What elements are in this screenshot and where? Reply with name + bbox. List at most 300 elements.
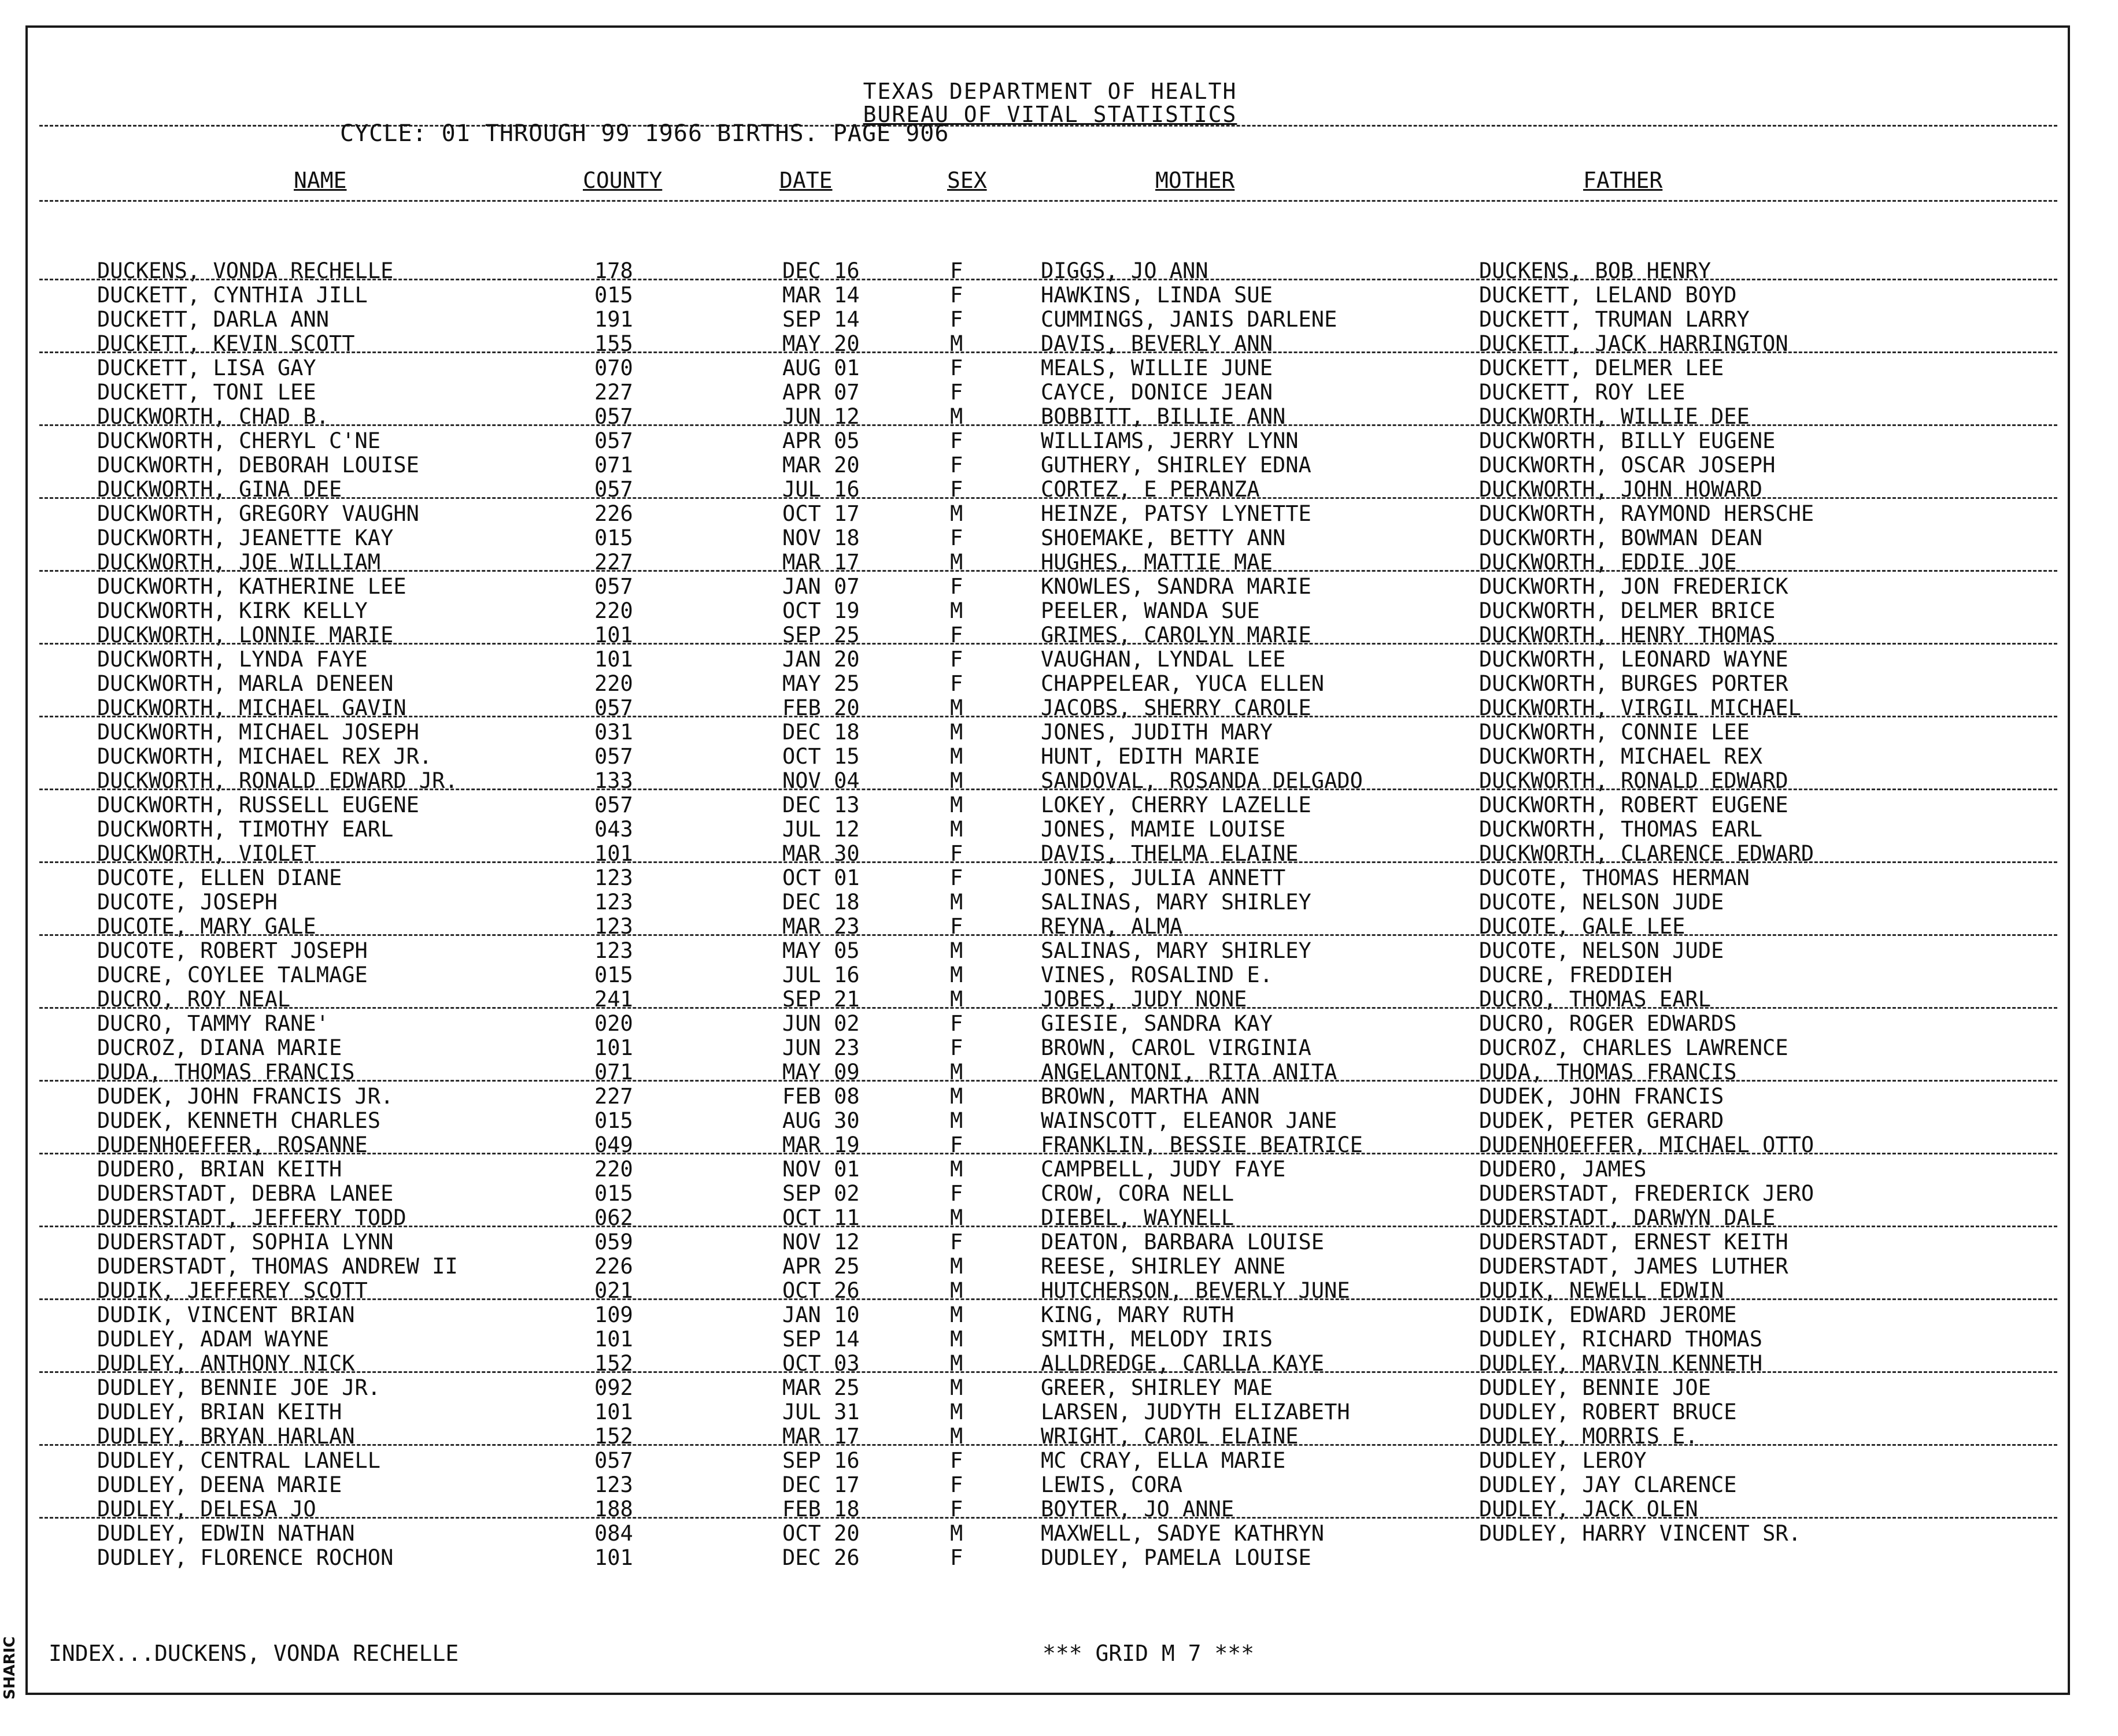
cell-father: DUCKWORTH, WILLIE DEE bbox=[1479, 404, 1750, 429]
cell-mother: GREER, SHIRLEY MAE bbox=[1041, 1375, 1273, 1400]
cell-mother: DEATON, BARBARA LOUISE bbox=[1041, 1230, 1325, 1254]
cell-date: DEC 26 bbox=[782, 1545, 860, 1570]
cell-mother: SHOEMAKE, BETTY ANN bbox=[1041, 525, 1286, 550]
cell-sex: M bbox=[950, 817, 963, 842]
cell-name: DUDLEY, DEENA MARIE bbox=[97, 1472, 342, 1497]
cell-county: 220 bbox=[594, 671, 633, 696]
cell-name: DUCKWORTH, KATHERINE LEE bbox=[97, 574, 406, 599]
cell-father: DUCKWORTH, JON FREDERICK bbox=[1479, 574, 1788, 599]
cell-sex: F bbox=[950, 307, 963, 332]
cell-name: DUDERSTADT, SOPHIA LYNN bbox=[97, 1230, 394, 1254]
row-separator bbox=[39, 789, 2057, 790]
cell-mother: WILLIAMS, JERRY LYNN bbox=[1041, 428, 1299, 453]
cell-name: DUCOTE, ELLEN DIANE bbox=[97, 865, 342, 890]
cell-county: 123 bbox=[594, 865, 633, 890]
cell-county: 220 bbox=[594, 1157, 633, 1182]
cell-father: DUCKWORTH, ROBERT EUGENE bbox=[1479, 793, 1788, 817]
cell-date: FEB 08 bbox=[782, 1084, 860, 1109]
cell-county: 057 bbox=[594, 477, 633, 502]
cell-name: DUDLEY, EDWIN NATHAN bbox=[97, 1521, 355, 1546]
cell-father: DUDERSTADT, JAMES LUTHER bbox=[1479, 1254, 1788, 1279]
table-row bbox=[28, 356, 2072, 380]
cell-county: 227 bbox=[594, 1084, 633, 1109]
cell-date: OCT 03 bbox=[782, 1351, 860, 1376]
row-separator bbox=[39, 1298, 2057, 1300]
cell-sex: F bbox=[950, 477, 963, 502]
cell-sex: M bbox=[950, 404, 963, 429]
cell-mother: CAYCE, DONICE JEAN bbox=[1041, 380, 1273, 405]
table-row bbox=[28, 1303, 2072, 1327]
cell-name: DUDERO, BRIAN KEITH bbox=[97, 1157, 342, 1182]
cell-date: FEB 20 bbox=[782, 695, 860, 720]
cell-date: APR 07 bbox=[782, 380, 860, 405]
cell-date: OCT 01 bbox=[782, 865, 860, 890]
cell-mother: ALLDREDGE, CARLLA KAYE bbox=[1041, 1351, 1325, 1376]
cell-date: MAR 17 bbox=[782, 550, 860, 575]
cell-county: 071 bbox=[594, 453, 633, 478]
table-row bbox=[28, 720, 2072, 745]
cell-mother: HUGHES, MATTIE MAE bbox=[1041, 550, 1273, 575]
cell-sex: M bbox=[950, 1060, 963, 1084]
cell-name: DUCRE, COYLEE TALMAGE bbox=[97, 963, 368, 987]
cell-name: DUCKWORTH, RUSSELL EUGENE bbox=[97, 793, 419, 817]
cell-father: DUCOTE, THOMAS HERMAN bbox=[1479, 865, 1750, 890]
table-row bbox=[28, 1376, 2072, 1400]
cell-date: SEP 02 bbox=[782, 1181, 860, 1206]
cell-father: DUDERSTADT, DARWYN DALE bbox=[1479, 1205, 1776, 1230]
cell-sex: M bbox=[950, 938, 963, 963]
cell-county: 015 bbox=[594, 525, 633, 550]
cell-name: DUDLEY, BRYAN HARLAN bbox=[97, 1424, 355, 1449]
cell-mother: REESE, SHIRLEY ANNE bbox=[1041, 1254, 1286, 1279]
cell-mother: VINES, ROSALIND E. bbox=[1041, 963, 1273, 987]
cell-date: NOV 18 bbox=[782, 525, 860, 550]
cell-county: 101 bbox=[594, 623, 633, 647]
cell-county: 123 bbox=[594, 1472, 633, 1497]
cell-sex: M bbox=[950, 1327, 963, 1352]
cell-county: 227 bbox=[594, 380, 633, 405]
cell-sex: F bbox=[950, 623, 963, 647]
cell-date: SEP 25 bbox=[782, 623, 860, 647]
cell-county: 155 bbox=[594, 331, 633, 356]
cell-father: DUDA, THOMAS FRANCIS bbox=[1479, 1060, 1737, 1084]
cell-sex: F bbox=[950, 671, 963, 696]
cell-county: 123 bbox=[594, 938, 633, 963]
cell-sex: F bbox=[950, 1011, 963, 1036]
cell-name: DUCKWORTH, LYNDA FAYE bbox=[97, 647, 368, 672]
cell-sex: F bbox=[950, 525, 963, 550]
cell-sex: M bbox=[950, 331, 963, 356]
cell-sex: M bbox=[950, 793, 963, 817]
column-rule bbox=[39, 200, 2057, 202]
cell-name: DUDIK, VINCENT BRIAN bbox=[97, 1302, 355, 1327]
row-separator bbox=[39, 497, 2057, 499]
cell-county: 057 bbox=[594, 1448, 633, 1473]
cell-county: 015 bbox=[594, 283, 633, 308]
col-header-county: COUNTY bbox=[583, 168, 663, 193]
cell-name: DUCKWORTH, MICHAEL REX JR. bbox=[97, 744, 433, 769]
table-row bbox=[28, 939, 2072, 963]
cell-father: DUDLEY, LEROY bbox=[1479, 1448, 1647, 1473]
cell-county: 062 bbox=[594, 1205, 633, 1230]
cell-county: 226 bbox=[594, 1254, 633, 1279]
cell-county: 015 bbox=[594, 1181, 633, 1206]
cell-county: 071 bbox=[594, 1060, 633, 1084]
table-row bbox=[28, 1254, 2072, 1279]
cell-father: DUDEK, JOHN FRANCIS bbox=[1479, 1084, 1724, 1109]
cell-father: DUDLEY, JACK OLEN bbox=[1479, 1497, 1698, 1522]
cell-father: DUCKETT, LELAND BOYD bbox=[1479, 283, 1737, 308]
cell-date: OCT 26 bbox=[782, 1278, 860, 1303]
cell-county: 101 bbox=[594, 647, 633, 672]
cell-name: DUDEK, KENNETH CHARLES bbox=[97, 1108, 381, 1133]
cell-name: DUDERSTADT, JEFFERY TODD bbox=[97, 1205, 406, 1230]
cell-county: 092 bbox=[594, 1375, 633, 1400]
cell-father: DUCRE, FREDDIEH bbox=[1479, 963, 1673, 987]
cell-father: DUCKWORTH, BURGES PORTER bbox=[1479, 671, 1788, 696]
cell-date: DEC 18 bbox=[782, 890, 860, 915]
table-row bbox=[28, 1182, 2072, 1206]
table-row bbox=[28, 745, 2072, 769]
cell-father: DUCKETT, TRUMAN LARRY bbox=[1479, 307, 1750, 332]
cell-county: 101 bbox=[594, 1400, 633, 1424]
cell-name: DUDLEY, BENNIE JOE JR. bbox=[97, 1375, 381, 1400]
cell-mother: JOBES, JUDY NONE bbox=[1041, 987, 1247, 1012]
row-separator bbox=[39, 1371, 2057, 1373]
cell-name: DUCKETT, CYNTHIA JILL bbox=[97, 283, 368, 308]
row-separator bbox=[39, 1080, 2057, 1082]
cell-date: JAN 10 bbox=[782, 1302, 860, 1327]
col-header-name: NAME bbox=[294, 168, 347, 193]
cell-date: MAY 09 bbox=[782, 1060, 860, 1084]
cell-sex: F bbox=[950, 1448, 963, 1473]
cell-name: DUCKWORTH, JEANETTE KAY bbox=[97, 525, 394, 550]
cell-date: NOV 01 bbox=[782, 1157, 860, 1182]
cell-date: SEP 21 bbox=[782, 987, 860, 1012]
cell-mother: CAMPBELL, JUDY FAYE bbox=[1041, 1157, 1286, 1182]
cell-county: 049 bbox=[594, 1132, 633, 1157]
cell-date: MAY 20 bbox=[782, 331, 860, 356]
cell-sex: F bbox=[950, 647, 963, 672]
table-row bbox=[28, 672, 2072, 696]
cell-date: MAR 23 bbox=[782, 914, 860, 939]
cell-father: DUDLEY, RICHARD THOMAS bbox=[1479, 1327, 1763, 1352]
col-header-mother: MOTHER bbox=[1155, 168, 1235, 193]
cell-name: DUCKWORTH, TIMOTHY EARL bbox=[97, 817, 394, 842]
cell-sex: F bbox=[950, 1132, 963, 1157]
cell-mother: SALINAS, MARY SHIRLEY bbox=[1041, 890, 1311, 915]
table-row bbox=[28, 308, 2072, 332]
cell-father: DUCKWORTH, CONNIE LEE bbox=[1479, 720, 1750, 745]
table-row bbox=[28, 1327, 2072, 1352]
row-separator bbox=[39, 1153, 2057, 1154]
cell-date: JUN 12 bbox=[782, 404, 860, 429]
cell-sex: M bbox=[950, 1205, 963, 1230]
table-row bbox=[28, 1400, 2072, 1424]
report-subtitle: BUREAU OF VITAL STATISTICS bbox=[863, 102, 1237, 127]
row-separator bbox=[39, 934, 2057, 936]
table-row bbox=[28, 1230, 2072, 1254]
cell-mother: GUTHERY, SHIRLEY EDNA bbox=[1041, 453, 1311, 478]
cell-sex: M bbox=[950, 598, 963, 623]
cell-mother: BOBBITT, BILLIE ANN bbox=[1041, 404, 1286, 429]
cell-father: DUDLEY, JAY CLARENCE bbox=[1479, 1472, 1737, 1497]
cell-county: 109 bbox=[594, 1302, 633, 1327]
cell-sex: M bbox=[950, 768, 963, 793]
cell-county: 220 bbox=[594, 598, 633, 623]
cell-mother: REYNA, ALMA bbox=[1041, 914, 1183, 939]
row-separator bbox=[39, 1226, 2057, 1227]
cell-mother: KNOWLES, SANDRA MARIE bbox=[1041, 574, 1311, 599]
cell-sex: M bbox=[950, 744, 963, 769]
row-separator bbox=[39, 424, 2057, 426]
cell-date: JAN 07 bbox=[782, 574, 860, 599]
cell-sex: F bbox=[950, 574, 963, 599]
cell-date: OCT 11 bbox=[782, 1205, 860, 1230]
cell-name: DUCRO, TAMMY RANE' bbox=[97, 1011, 329, 1036]
cell-sex: M bbox=[950, 963, 963, 987]
cell-name: DUCKWORTH, DEBORAH LOUISE bbox=[97, 453, 419, 478]
table-row bbox=[28, 526, 2072, 550]
cell-date: MAR 17 bbox=[782, 1424, 860, 1449]
cell-mother: GIESIE, SANDRA KAY bbox=[1041, 1011, 1273, 1036]
cell-county: 015 bbox=[594, 1108, 633, 1133]
cell-name: DUDERSTADT, DEBRA LANEE bbox=[97, 1181, 394, 1206]
cell-mother: FRANKLIN, BESSIE BEATRICE bbox=[1041, 1132, 1363, 1157]
cell-county: 101 bbox=[594, 1327, 633, 1352]
cell-sex: F bbox=[950, 1035, 963, 1060]
cell-father: DUCOTE, GALE LEE bbox=[1479, 914, 1685, 939]
cell-father: DUCKETT, ROY LEE bbox=[1479, 380, 1685, 405]
cell-mother: ANGELANTONI, RITA ANITA bbox=[1041, 1060, 1337, 1084]
cell-county: 178 bbox=[594, 258, 633, 283]
row-separator bbox=[39, 716, 2057, 717]
cell-name: DUDENHOEFFER, ROSANNE bbox=[97, 1132, 368, 1157]
cell-sex: M bbox=[950, 1351, 963, 1376]
cell-father: DUCKWORTH, BOWMAN DEAN bbox=[1479, 525, 1763, 550]
cell-name: DUCKWORTH, LONNIE MARIE bbox=[97, 623, 394, 647]
cell-name: DUDLEY, FLORENCE ROCHON bbox=[97, 1545, 394, 1570]
row-separator bbox=[39, 279, 2057, 280]
table-row bbox=[28, 817, 2072, 842]
cell-sex: M bbox=[950, 1084, 963, 1109]
row-separator bbox=[39, 351, 2057, 353]
table-row bbox=[28, 890, 2072, 915]
cell-name: DUCOTE, ROBERT JOSEPH bbox=[97, 938, 368, 963]
cell-date: MAR 30 bbox=[782, 841, 860, 866]
cell-county: 070 bbox=[594, 356, 633, 380]
cell-sex: M bbox=[950, 720, 963, 745]
cell-father: DUCKWORTH, BILLY EUGENE bbox=[1479, 428, 1776, 453]
table-row bbox=[28, 429, 2072, 453]
cell-name: DUCRO, ROY NEAL bbox=[97, 987, 291, 1012]
col-header-date: DATE bbox=[779, 168, 833, 193]
cell-date: APR 25 bbox=[782, 1254, 860, 1279]
cell-mother: JONES, MAMIE LOUISE bbox=[1041, 817, 1286, 842]
cell-county: 057 bbox=[594, 428, 633, 453]
cell-date: SEP 14 bbox=[782, 1327, 860, 1352]
cell-father: DUDLEY, HARRY VINCENT SR. bbox=[1479, 1521, 1801, 1546]
cell-mother: JONES, JULIA ANNETT bbox=[1041, 865, 1286, 890]
cell-father: DUCOTE, NELSON JUDE bbox=[1479, 890, 1724, 915]
cell-father: DUCKWORTH, JOHN HOWARD bbox=[1479, 477, 1763, 502]
cell-father: DUDIK, EDWARD JEROME bbox=[1479, 1302, 1737, 1327]
cell-date: OCT 19 bbox=[782, 598, 860, 623]
cell-date: MAR 20 bbox=[782, 453, 860, 478]
cell-father: DUCKWORTH, RAYMOND HERSCHE bbox=[1479, 501, 1814, 526]
cell-father: DUDIK, NEWELL EDWIN bbox=[1479, 1278, 1724, 1303]
cell-mother: BOYTER, JO ANNE bbox=[1041, 1497, 1234, 1522]
cell-name: DUCKETT, KEVIN SCOTT bbox=[97, 331, 355, 356]
cell-date: MAY 05 bbox=[782, 938, 860, 963]
cell-sex: M bbox=[950, 550, 963, 575]
cell-father: DUCKWORTH, HENRY THOMAS bbox=[1479, 623, 1776, 647]
cell-date: MAR 14 bbox=[782, 283, 860, 308]
cell-date: OCT 17 bbox=[782, 501, 860, 526]
cell-mother: JACOBS, SHERRY CAROLE bbox=[1041, 695, 1311, 720]
cell-sex: F bbox=[950, 1181, 963, 1206]
report-title: TEXAS DEPARTMENT OF HEALTH bbox=[863, 79, 1237, 104]
cell-sex: F bbox=[950, 283, 963, 308]
cell-mother: BROWN, CAROL VIRGINIA bbox=[1041, 1035, 1311, 1060]
cell-sex: F bbox=[950, 428, 963, 453]
cell-date: SEP 16 bbox=[782, 1448, 860, 1473]
cell-date: AUG 01 bbox=[782, 356, 860, 380]
cell-county: 241 bbox=[594, 987, 633, 1012]
cell-father: DUCKWORTH, DELMER BRICE bbox=[1479, 598, 1776, 623]
cell-date: JUL 12 bbox=[782, 817, 860, 842]
cell-name: DUDERSTADT, THOMAS ANDREW II bbox=[97, 1254, 458, 1279]
cell-county: 188 bbox=[594, 1497, 633, 1522]
cell-name: DUCOTE, JOSEPH bbox=[97, 890, 278, 915]
col-header-sex: SEX bbox=[947, 168, 987, 193]
cell-mother: HUNT, EDITH MARIE bbox=[1041, 744, 1260, 769]
cell-father: DUCKWORTH, LEONARD WAYNE bbox=[1479, 647, 1788, 672]
table-row bbox=[28, 283, 2072, 308]
cell-date: JUL 16 bbox=[782, 477, 860, 502]
cell-father: DUCRO, ROGER EDWARDS bbox=[1479, 1011, 1737, 1036]
grid-footer: *** GRID M 7 *** bbox=[1043, 1641, 1255, 1666]
cell-county: 057 bbox=[594, 695, 633, 720]
cell-county: 191 bbox=[594, 307, 633, 332]
cell-sex: M bbox=[950, 890, 963, 915]
cell-name: DUCKWORTH, GREGORY VAUGHN bbox=[97, 501, 419, 526]
cell-mother: HEINZE, PATSY LYNETTE bbox=[1041, 501, 1311, 526]
row-separator bbox=[39, 570, 2057, 572]
cell-sex: F bbox=[950, 380, 963, 405]
cell-mother: DUDLEY, PAMELA LOUISE bbox=[1041, 1545, 1311, 1570]
cell-county: 152 bbox=[594, 1351, 633, 1376]
table-row bbox=[28, 502, 2072, 526]
cell-county: 152 bbox=[594, 1424, 633, 1449]
cell-name: DUCKETT, TONI LEE bbox=[97, 380, 316, 405]
cell-father: DUCKETT, JACK HARRINGTON bbox=[1479, 331, 1788, 356]
cell-name: DUCKWORTH, RONALD EDWARD JR. bbox=[97, 768, 458, 793]
cell-date: APR 05 bbox=[782, 428, 860, 453]
cell-date: OCT 15 bbox=[782, 744, 860, 769]
cell-father: DUCKWORTH, RONALD EDWARD bbox=[1479, 768, 1788, 793]
cell-county: 021 bbox=[594, 1278, 633, 1303]
table-row bbox=[28, 575, 2072, 599]
cell-county: 020 bbox=[594, 1011, 633, 1036]
cell-date: NOV 04 bbox=[782, 768, 860, 793]
cell-county: 031 bbox=[594, 720, 633, 745]
cell-name: DUDA, THOMAS FRANCIS bbox=[97, 1060, 355, 1084]
cell-date: DEC 17 bbox=[782, 1472, 860, 1497]
cell-name: DUDLEY, BRIAN KEITH bbox=[97, 1400, 342, 1424]
cell-sex: M bbox=[950, 1424, 963, 1449]
cell-father: DUCKWORTH, OSCAR JOSEPH bbox=[1479, 453, 1776, 478]
cell-mother: VAUGHAN, LYNDAL LEE bbox=[1041, 647, 1286, 672]
cell-name: DUCKWORTH, MARLA DENEEN bbox=[97, 671, 394, 696]
table-row bbox=[28, 963, 2072, 987]
cell-county: 084 bbox=[594, 1521, 633, 1546]
cell-county: 123 bbox=[594, 914, 633, 939]
table-row bbox=[28, 453, 2072, 478]
cell-sex: M bbox=[950, 1254, 963, 1279]
cell-name: DUCKWORTH, CHAD B. bbox=[97, 404, 329, 429]
cell-mother: LEWIS, CORA bbox=[1041, 1472, 1183, 1497]
cell-father: DUDENHOEFFER, MICHAEL OTTO bbox=[1479, 1132, 1814, 1157]
table-row bbox=[28, 1473, 2072, 1497]
cell-sex: F bbox=[950, 453, 963, 478]
table-row bbox=[28, 1012, 2072, 1036]
cell-name: DUCROZ, DIANA MARIE bbox=[97, 1035, 342, 1060]
cell-date: NOV 12 bbox=[782, 1230, 860, 1254]
cell-date: JAN 20 bbox=[782, 647, 860, 672]
cell-county: 226 bbox=[594, 501, 633, 526]
cell-name: DUDLEY, DELESA JO bbox=[97, 1497, 316, 1522]
cell-mother: BROWN, MARTHA ANN bbox=[1041, 1084, 1260, 1109]
table-row bbox=[28, 793, 2072, 817]
cell-mother: KING, MARY RUTH bbox=[1041, 1302, 1234, 1327]
cell-mother: JONES, JUDITH MARY bbox=[1041, 720, 1273, 745]
cell-father: DUCKWORTH, THOMAS EARL bbox=[1479, 817, 1763, 842]
cell-name: DUCKWORTH, KIRK KELLY bbox=[97, 598, 368, 623]
cell-date: MAY 25 bbox=[782, 671, 860, 696]
cell-mother: WRIGHT, CAROL ELAINE bbox=[1041, 1424, 1299, 1449]
cell-mother: MEALS, WILLIE JUNE bbox=[1041, 356, 1273, 380]
cell-sex: M bbox=[950, 1278, 963, 1303]
cell-date: MAR 25 bbox=[782, 1375, 860, 1400]
cell-father: DUDEK, PETER GERARD bbox=[1479, 1108, 1724, 1133]
cell-county: 057 bbox=[594, 574, 633, 599]
cell-father: DUDLEY, MORRIS E. bbox=[1479, 1424, 1698, 1449]
cell-father: DUDLEY, BENNIE JOE bbox=[1479, 1375, 1711, 1400]
cell-sex: F bbox=[950, 1497, 963, 1522]
cell-name: DUCKWORTH, VIOLET bbox=[97, 841, 316, 866]
table-row bbox=[28, 380, 2072, 405]
cell-date: DEC 13 bbox=[782, 793, 860, 817]
cell-mother: DIEBEL, WAYNELL bbox=[1041, 1205, 1234, 1230]
cell-mother: HAWKINS, LINDA SUE bbox=[1041, 283, 1273, 308]
cell-father: DUDERSTADT, ERNEST KEITH bbox=[1479, 1230, 1788, 1254]
cell-father: DUDLEY, ROBERT BRUCE bbox=[1479, 1400, 1737, 1424]
cell-county: 043 bbox=[594, 817, 633, 842]
cell-father: DUCRO, THOMAS EARL bbox=[1479, 987, 1711, 1012]
cell-sex: F bbox=[950, 1472, 963, 1497]
row-separator bbox=[39, 1517, 2057, 1519]
cell-sex: F bbox=[950, 865, 963, 890]
report-frame bbox=[25, 25, 2070, 1695]
cell-father: DUDERSTADT, FREDERICK JERO bbox=[1479, 1181, 1814, 1206]
cell-mother: SALINAS, MARY SHIRLEY bbox=[1041, 938, 1311, 963]
cell-county: 057 bbox=[594, 404, 633, 429]
cell-date: JUN 23 bbox=[782, 1035, 860, 1060]
cell-date: MAR 19 bbox=[782, 1132, 860, 1157]
cell-name: DUDLEY, ADAM WAYNE bbox=[97, 1327, 329, 1352]
cell-mother: PEELER, WANDA SUE bbox=[1041, 598, 1260, 623]
